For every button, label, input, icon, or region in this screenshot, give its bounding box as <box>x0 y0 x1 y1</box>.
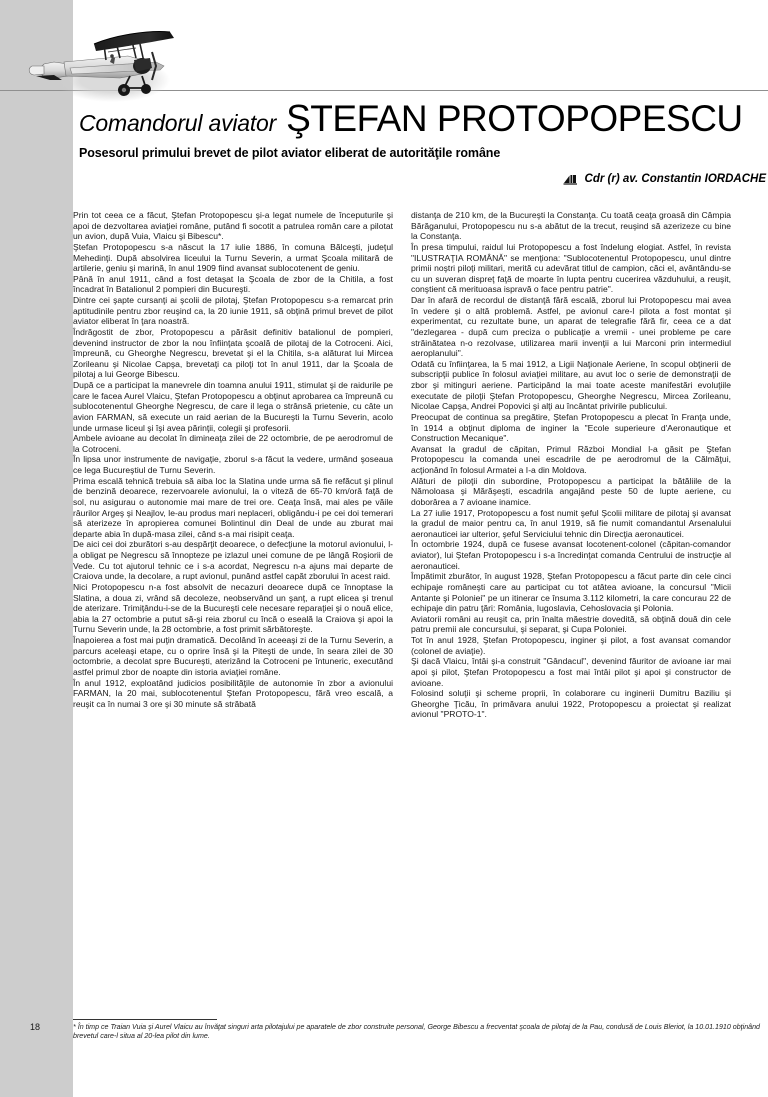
paragraph: Ambele avioane au decolat în dimineaţa zilei de 22 octombrie, de pe aerodromul de la Cotroceni. <box>73 433 393 454</box>
paragraph: În presa timpului, raidul lui Protopopescu a fost îndelung elogiat. Astfel, în revista "ILUSTRAŢIA ROMÂNĂ" se menţiona: "Sublocotenentul Protopopescu, unul dintre primii noştri piloţi militari, merită cu adevărat titlul de campion, căci el, avântându-se cu un suveran dispreţ faţă de moarte în lupta pentru cucerirea văzduhului, a reuşit, conştient că merituoasa ispravă o face pentru patrie". <box>411 241 731 295</box>
title-prefix: Comandorul aviator <box>79 110 277 136</box>
paragraph: Şi dacă Vlaicu, întâi şi-a construit "Gândacul", devenind făuritor de avioane iar mai apoi şi pilot, Ştefan Protopopescu a fost mai întâi pilot şi apoi şi constructor de avioane. <box>411 656 731 688</box>
paragraph: Odată cu înfiinţarea, la 5 mai 1912, a Ligii Naţionale Aeriene, în scopul obţinerii de subscripţii publice în folosul aviaţiei militare, au avut loc o serie de demonstraţii de zbor şi mitinguri aeriene. Participând la mai toate aceste manifestări evoluţiile executate de piloţii Ştefan Protopopescu, Gheorghe Negrescu, Mircea Zorileanu, Nicolae Capşa, Andrei Popovici şi alţi au încântat privirile publicului. <box>411 358 731 412</box>
left-column <box>73 210 393 720</box>
left-gray-band-lower <box>0 240 73 1097</box>
paragraph: În lipsa unor instrumente de navigaţie, zborul s-a făcut la vedere, urmând şoseaua ce lega Bucureştiul de Turnu Severin. <box>73 454 393 475</box>
paragraph: Prin tot ceea ce a făcut, Ştefan Protopopescu şi-a legat numele de începuturile şi apoi de dezvoltarea aviaţiei române, putând fi socotit a patrulea român care a pilotat un avion, după Vuia, Vlaicu şi Bibescu*. <box>73 210 393 242</box>
paragraph: La 27 iulie 1917, Protopopescu a fost numit şeful Şcolii militare de pilotaj şi avansat la gradul de maior pentru ca, în anul 1919, să fie numit comandantul Arsenalului aeronauticei iar ulterior, şeful Serviciului tehnic din Direcţia aeronauticei. <box>411 507 731 539</box>
paragraph: Avansat la gradul de căpitan, Primul Război Mondial l-a găsit pe Ştefan Protopopescu la comanda unei escadrile de pe aerodromul de la Călmăţui, acţionând în folosul Armatei a I-a din Moldova. <box>411 443 731 475</box>
right-column <box>411 210 731 720</box>
masthead <box>73 100 768 185</box>
paragraph: Ştefan Protopopescu s-a născut la 17 iulie 1886, în comuna Bălceşti, judeţul Mehedinţi. După absolvirea liceului la Turnu Severin, a urmat Şcoala militară de artilerie, geniu şi marină, în anul 1909 fiind avansat sublocotenent de geniu. <box>73 241 393 274</box>
article-subtitle: Posesorul primului brevet de pilot aviator eliberat de autorităţile române <box>79 146 501 160</box>
paragraph: Împătimit zburător, în august 1928, Ştefan Protopopescu a făcut parte din cele cinci echipaje româneşti care au participat cu tot atâtea avioane, la concursul "Micii Antante şi Poloniei" pe un itinerar ce însuma 3.112 kilometri, la care concurau 22 de echipaje din patru ţări: România, Iugoslavia, Cehoslovacia şi Polonia. <box>411 571 731 614</box>
paragraph: Dintre cei şapte cursanţi ai şcolii de pilotaj, Ştefan Protopopescu s-a remarcat prin aptitudinile pentru zbor reuşind ca, la 20 iunie 1911, să obţină primul brevet de pilot aviator eliberat în ţara noastră. <box>73 295 393 327</box>
biplane-photo <box>24 22 184 108</box>
byline-text: Cdr (r) av. Constantin IORDACHE <box>584 173 766 185</box>
byline <box>73 173 768 185</box>
page-number: 18 <box>30 1022 41 1032</box>
paragraph: Nici Protopopescu n-a fost absolvit de necazuri deoarece după ce înnoptase la Slatina, a doua zi, vrând să decoleze, neobservând un şanţ, a rupt elicea şi trenul de aterizare. Trimiţându-i-se de la Bucureşti cele necesare reparaţiei şi o nouă elice, abia la 27 octombrie a putut să-şi reia zborul cu încă o eseală la Craiova şi apoi la Turnu Severin unde, la 28 octombrie, a fost primit sărbătoreşte. <box>73 581 393 635</box>
paragraph: Alături de piloţii din subordine, Protopopescu a participat la bătăliile de la Nămoloasa şi Mărăşeşti, escadrila angajând peste 50 de lupte aeriene, cu doborârea a 7 avioane inamice. <box>411 475 731 507</box>
paragraph: Dar în afară de recordul de distanţă fără escală, zborul lui Protopopescu mai avea în vedere şi o altă problemă. Astfel, pe avionul care-l pilota a fost montat şi experimentat, cu rezultate bune, un aparat de telegrafie fără fir, ceea ce a dat "dezlegarea - după cum preciza o publicaţie a vremii - unei probleme pe care străinătatea n-o rezolvase, utilizarea marii invenţii a lui Marconi prin intermediul aeroplanului". <box>411 295 731 359</box>
footnote-text: * În timp ce Traian Vuia şi Aurel Vlaicu au învăţat singuri arta pilotajului pe aparatele de zbor construite personal, George Bibescu a frecventat şcoala de pilotaj de la Pau, condusă de Louis Bleriot, la 10.01.1910 obţinând brevetul care-l situa al 20-lea pilot din lume. <box>73 1023 760 1041</box>
paragraph: Folosind soluţii şi scheme proprii, în colaborare cu inginerii Dumitru Baziliu şi Gheorghe Ţicău, în primăvara anului 1922, Protopopescu a proiectat şi realizat avionul "PROTO-1". <box>411 688 731 720</box>
paragraph: Înapoierea a fost mai puţin dramatică. Decolând în aceeaşi zi de la Turnu Severin, a parcurs aceleaşi etape, cu o oprire însă şi la Piteşti de unde, în seara zilei de 30 octombrie, a decolat spre Bucureşti, aterizând la Cotroceni pe întuneric, executând astfel primul zbor de noapte din istoria aviaţiei române. <box>73 635 393 677</box>
paragraph: În octombrie 1924, după ce fusese avansat locotenent-colonel (căpitan-comandor aviator), lui Ştefan Protopopescu i s-a încredinţat comanda Centrului de instrucţie al aeronauticei. <box>411 539 731 571</box>
paragraph: Preocupat de continua sa pregătire, Ştefan Protopopescu a plecat în Franţa unde, în 1914 a obţinut diploma de inginer la "Ecole superieure d'Aeronautique et Construction Mecanique". <box>411 411 731 444</box>
pen-nib-icon <box>563 174 578 185</box>
footnote-divider <box>73 1019 217 1020</box>
paragraph: După ce a participat la manevrele din toamna anului 1911, stimulat şi de raidurile pe care le facea Aurel Vlaicu, Ştefan Protopopescu a obţinut aprobarea ca împreună cu sublocotenentul Gheorghe Negrescu, de care il lega o strânsă prietenie, cu câte un avion FARMAN, să execute un raid aerian de la Bucureşti la Turnu Severin, acolo unde urmase liceul şi îşi avea părinţii, colegii şi profesorii. <box>73 380 393 433</box>
article-body <box>73 210 760 720</box>
paragraph: Prima escală tehnică trebuia să aiba loc la Slatina unde urma să fie refăcut şi plinul de benzină deoarece, rezervoarele avionului, la o viteză de 65-70 km/oră faţă de sol, nu asigurau o autonomie mai mare de trei ore. Ceaţa însă, mai ales pe văile râurilor Argeş şi Neajlov, le-au produs mari neplaceri, obligându-i pe cei doi temerari să aterizeze în apropierea comunei Bolintinul din Deal de unde au zburat mai departe abia în după-masa zilei, când s-a mai risipit ceaţa. <box>73 475 393 539</box>
paragraph: Aviatorii români au reuşit ca, prin înalta măestrie dovedită, să obţină două din cele patru premii ale concursului, şi separat, şi Cupa Poloniei. <box>411 613 731 635</box>
paragraph: În anul 1912, exploatând judicios posibilităţile de autonomie în zbor a avionului FARMAN, la 20 mai, sublocotenentul Ştefan Protopopescu, fără vreo escală, a reuşit ca în numai 3 ore şi 30 minute să străbată <box>73 677 393 709</box>
article-title <box>73 100 768 137</box>
footnote <box>73 1019 760 1042</box>
paragraph: De aici cei doi zburători s-au despărţit deoarece, o defecţiune la motorul avionului, l-a obligat pe Negrescu să înnopteze pe izlazul unei comune de pe lângă Roşiorii de Vede. Cu tot ajutorul tehnic ce i s-a acordat, Negrescu n-a ajuns mai departe de Craiova unde, la decolare, a rupt avionul, punând astfel capăt zborului în acest raid. <box>73 539 393 582</box>
title-main: ŞTEFAN PROTOPOPESCU <box>286 98 743 139</box>
paragraph: distanţa de 210 km, de la Bucureşti la Constanţa. Cu toată ceaţa groasă din Câmpia Bărăganului, Protopopescu nu s-a abătut de la trecut, reuşind să azerizeze cu bine la Constanţa. <box>411 210 731 242</box>
paragraph: Îndrăgostit de zbor, Protopopescu a părăsit definitiv batalionul de pompieri, devenind instructor de zbor la nou înfiinţata şcoală de pilotaj de la Cotroceni. Aici, împreună, cu Gheorghe Negrescu, brevetat şi el la Chitila, s-a alăturat lui Mircea Zorileanu şi Nicolae Capşa, brevetaţi ca piloţi tot în anul 1911, dar la Şcoala de pilotaj a lui George Bibescu. <box>73 326 393 380</box>
paragraph: Tot în anul 1928, Ştefan Protopopescu, inginer şi pilot, a fost avansat comandor (colonel de aviaţie). <box>411 635 731 656</box>
paragraph: Până în anul 1911, când a fost detaşat la Şcoala de zbor de la Chitila, a fost încadrat în Batalionul 2 pompieri din Bucureşti. <box>73 273 393 295</box>
